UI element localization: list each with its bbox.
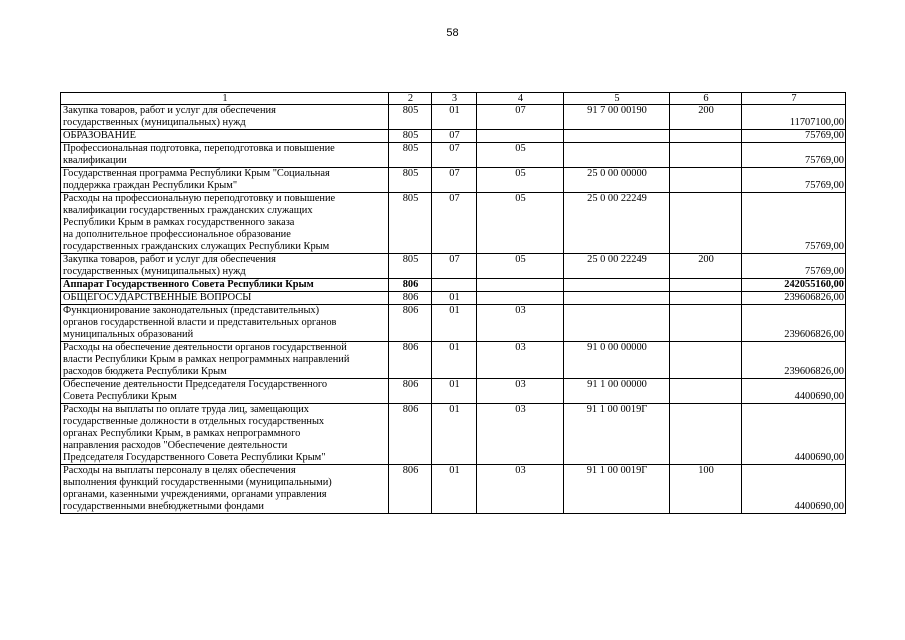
expense-type-cell (670, 379, 742, 404)
header-cell: 1 (61, 93, 389, 105)
table-row (61, 279, 846, 292)
target-article-cell: 25 0 00 22249 (564, 193, 670, 254)
subsection-cell: 03 (477, 465, 564, 514)
amount-cell: 4400690,00 (742, 379, 846, 404)
header-cell: 4 (477, 93, 564, 105)
row-description: Расходы на профессиональную переподготовку и повышение квалификации государственных гражданских служащих Республики Крым в рамках государственного заказа на дополнительное профессиональное образование государственных гражданских служащих Республики Крым (61, 193, 389, 254)
table-row (61, 143, 846, 168)
code-cell: 806 (389, 404, 432, 465)
section-cell: 07 (432, 193, 477, 254)
expense-type-cell (670, 130, 742, 143)
code-cell: 805 (389, 105, 432, 130)
section-cell: 01 (432, 105, 477, 130)
section-cell (432, 279, 477, 292)
subsection-cell: 05 (477, 143, 564, 168)
expense-type-cell (670, 279, 742, 292)
subsection-cell: 03 (477, 379, 564, 404)
section-cell: 01 (432, 404, 477, 465)
target-article-cell: 91 1 00 00000 (564, 379, 670, 404)
target-article-cell (564, 292, 670, 305)
header-cell: 7 (742, 93, 846, 105)
code-cell: 806 (389, 342, 432, 379)
header-cell: 6 (670, 93, 742, 105)
amount-cell: 11707100,00 (742, 105, 846, 130)
expense-type-cell (670, 143, 742, 168)
amount-cell: 75769,00 (742, 143, 846, 168)
code-cell: 806 (389, 465, 432, 514)
budget-table (60, 92, 846, 514)
target-article-cell: 91 1 00 0019Г (564, 465, 670, 514)
row-description: Аппарат Государственного Совета Республики Крым (61, 279, 389, 292)
code-cell: 805 (389, 130, 432, 143)
target-article-cell (564, 143, 670, 168)
table-row (61, 193, 846, 254)
amount-cell: 75769,00 (742, 193, 846, 254)
code-cell: 806 (389, 379, 432, 404)
subsection-cell: 03 (477, 404, 564, 465)
table-row (61, 168, 846, 193)
code-cell: 806 (389, 292, 432, 305)
target-article-cell: 91 7 00 00190 (564, 105, 670, 130)
section-cell: 01 (432, 292, 477, 305)
table-row (61, 254, 846, 279)
section-cell: 07 (432, 143, 477, 168)
code-cell: 806 (389, 279, 432, 292)
table-header-row (61, 93, 846, 105)
row-description: Функционирование законодательных (представительных) органов государственной власти и представительных органов муниципальных образований (61, 305, 389, 342)
amount-cell: 239606826,00 (742, 292, 846, 305)
target-article-cell (564, 279, 670, 292)
target-article-cell: 25 0 00 00000 (564, 168, 670, 193)
table-row (61, 105, 846, 130)
code-cell: 805 (389, 254, 432, 279)
target-article-cell: 25 0 00 22249 (564, 254, 670, 279)
table-row (61, 404, 846, 465)
section-cell: 07 (432, 168, 477, 193)
amount-cell: 239606826,00 (742, 342, 846, 379)
row-description: Обеспечение деятельности Председателя Государственного Совета Республики Крым (61, 379, 389, 404)
section-cell: 01 (432, 465, 477, 514)
row-description: ОБЩЕГОСУДАРСТВЕННЫЕ ВОПРОСЫ (61, 292, 389, 305)
target-article-cell: 91 0 00 00000 (564, 342, 670, 379)
code-cell: 805 (389, 143, 432, 168)
section-cell: 01 (432, 379, 477, 404)
amount-cell: 75769,00 (742, 254, 846, 279)
subsection-cell: 05 (477, 254, 564, 279)
code-cell: 805 (389, 168, 432, 193)
subsection-cell: 03 (477, 342, 564, 379)
subsection-cell (477, 130, 564, 143)
expense-type-cell (670, 305, 742, 342)
subsection-cell: 05 (477, 168, 564, 193)
table-row (61, 465, 846, 514)
row-description: Закупка товаров, работ и услуг для обеспечения государственных (муниципальных) нужд (61, 254, 389, 279)
expense-type-cell: 200 (670, 105, 742, 130)
header-cell: 3 (432, 93, 477, 105)
expense-type-cell (670, 342, 742, 379)
subsection-cell (477, 292, 564, 305)
amount-cell: 4400690,00 (742, 404, 846, 465)
code-cell: 805 (389, 193, 432, 254)
amount-cell: 242055160,00 (742, 279, 846, 292)
section-cell: 01 (432, 342, 477, 379)
expense-type-cell (670, 193, 742, 254)
row-description: Расходы на обеспечение деятельности органов государственной власти Республики Крым в рамках непрограммных направлений расходов бюджета Республики Крым (61, 342, 389, 379)
row-description: Расходы на выплаты по оплате труда лиц, замещающих государственные должности в отдельных государственных органах Республики Крым, в рамках непрограммного направления расходов "Обеспечение деятельности Председателя Государственного Совета Республики Крым" (61, 404, 389, 465)
target-article-cell (564, 130, 670, 143)
amount-cell: 75769,00 (742, 168, 846, 193)
header-cell: 5 (564, 93, 670, 105)
amount-cell: 4400690,00 (742, 465, 846, 514)
row-description: ОБРАЗОВАНИЕ (61, 130, 389, 143)
table-row (61, 305, 846, 342)
page-number: 58 (446, 27, 459, 39)
target-article-cell: 91 1 00 0019Г (564, 404, 670, 465)
table-row (61, 379, 846, 404)
code-cell: 806 (389, 305, 432, 342)
expense-type-cell (670, 292, 742, 305)
amount-cell: 75769,00 (742, 130, 846, 143)
section-cell: 01 (432, 305, 477, 342)
subsection-cell: 07 (477, 105, 564, 130)
expense-type-cell: 200 (670, 254, 742, 279)
subsection-cell: 03 (477, 305, 564, 342)
table-row (61, 292, 846, 305)
subsection-cell: 05 (477, 193, 564, 254)
row-description: Закупка товаров, работ и услуг для обеспечения государственных (муниципальных) нужд (61, 105, 389, 130)
row-description: Расходы на выплаты персоналу в целях обеспечения выполнения функций государственными (муниципальными) органами, казенными учреждениями, органами управления государственными внебюджетными фондами (61, 465, 389, 514)
amount-cell: 239606826,00 (742, 305, 846, 342)
row-description: Профессиональная подготовка, переподготовка и повышение квалификации (61, 143, 389, 168)
header-cell: 2 (389, 93, 432, 105)
section-cell: 07 (432, 130, 477, 143)
section-cell: 07 (432, 254, 477, 279)
expense-type-cell (670, 404, 742, 465)
target-article-cell (564, 305, 670, 342)
table-row (61, 342, 846, 379)
expense-type-cell (670, 168, 742, 193)
subsection-cell (477, 279, 564, 292)
row-description: Государственная программа Республики Крым "Социальная поддержка граждан Республики Крым" (61, 168, 389, 193)
expense-type-cell: 100 (670, 465, 742, 514)
table-row (61, 130, 846, 143)
